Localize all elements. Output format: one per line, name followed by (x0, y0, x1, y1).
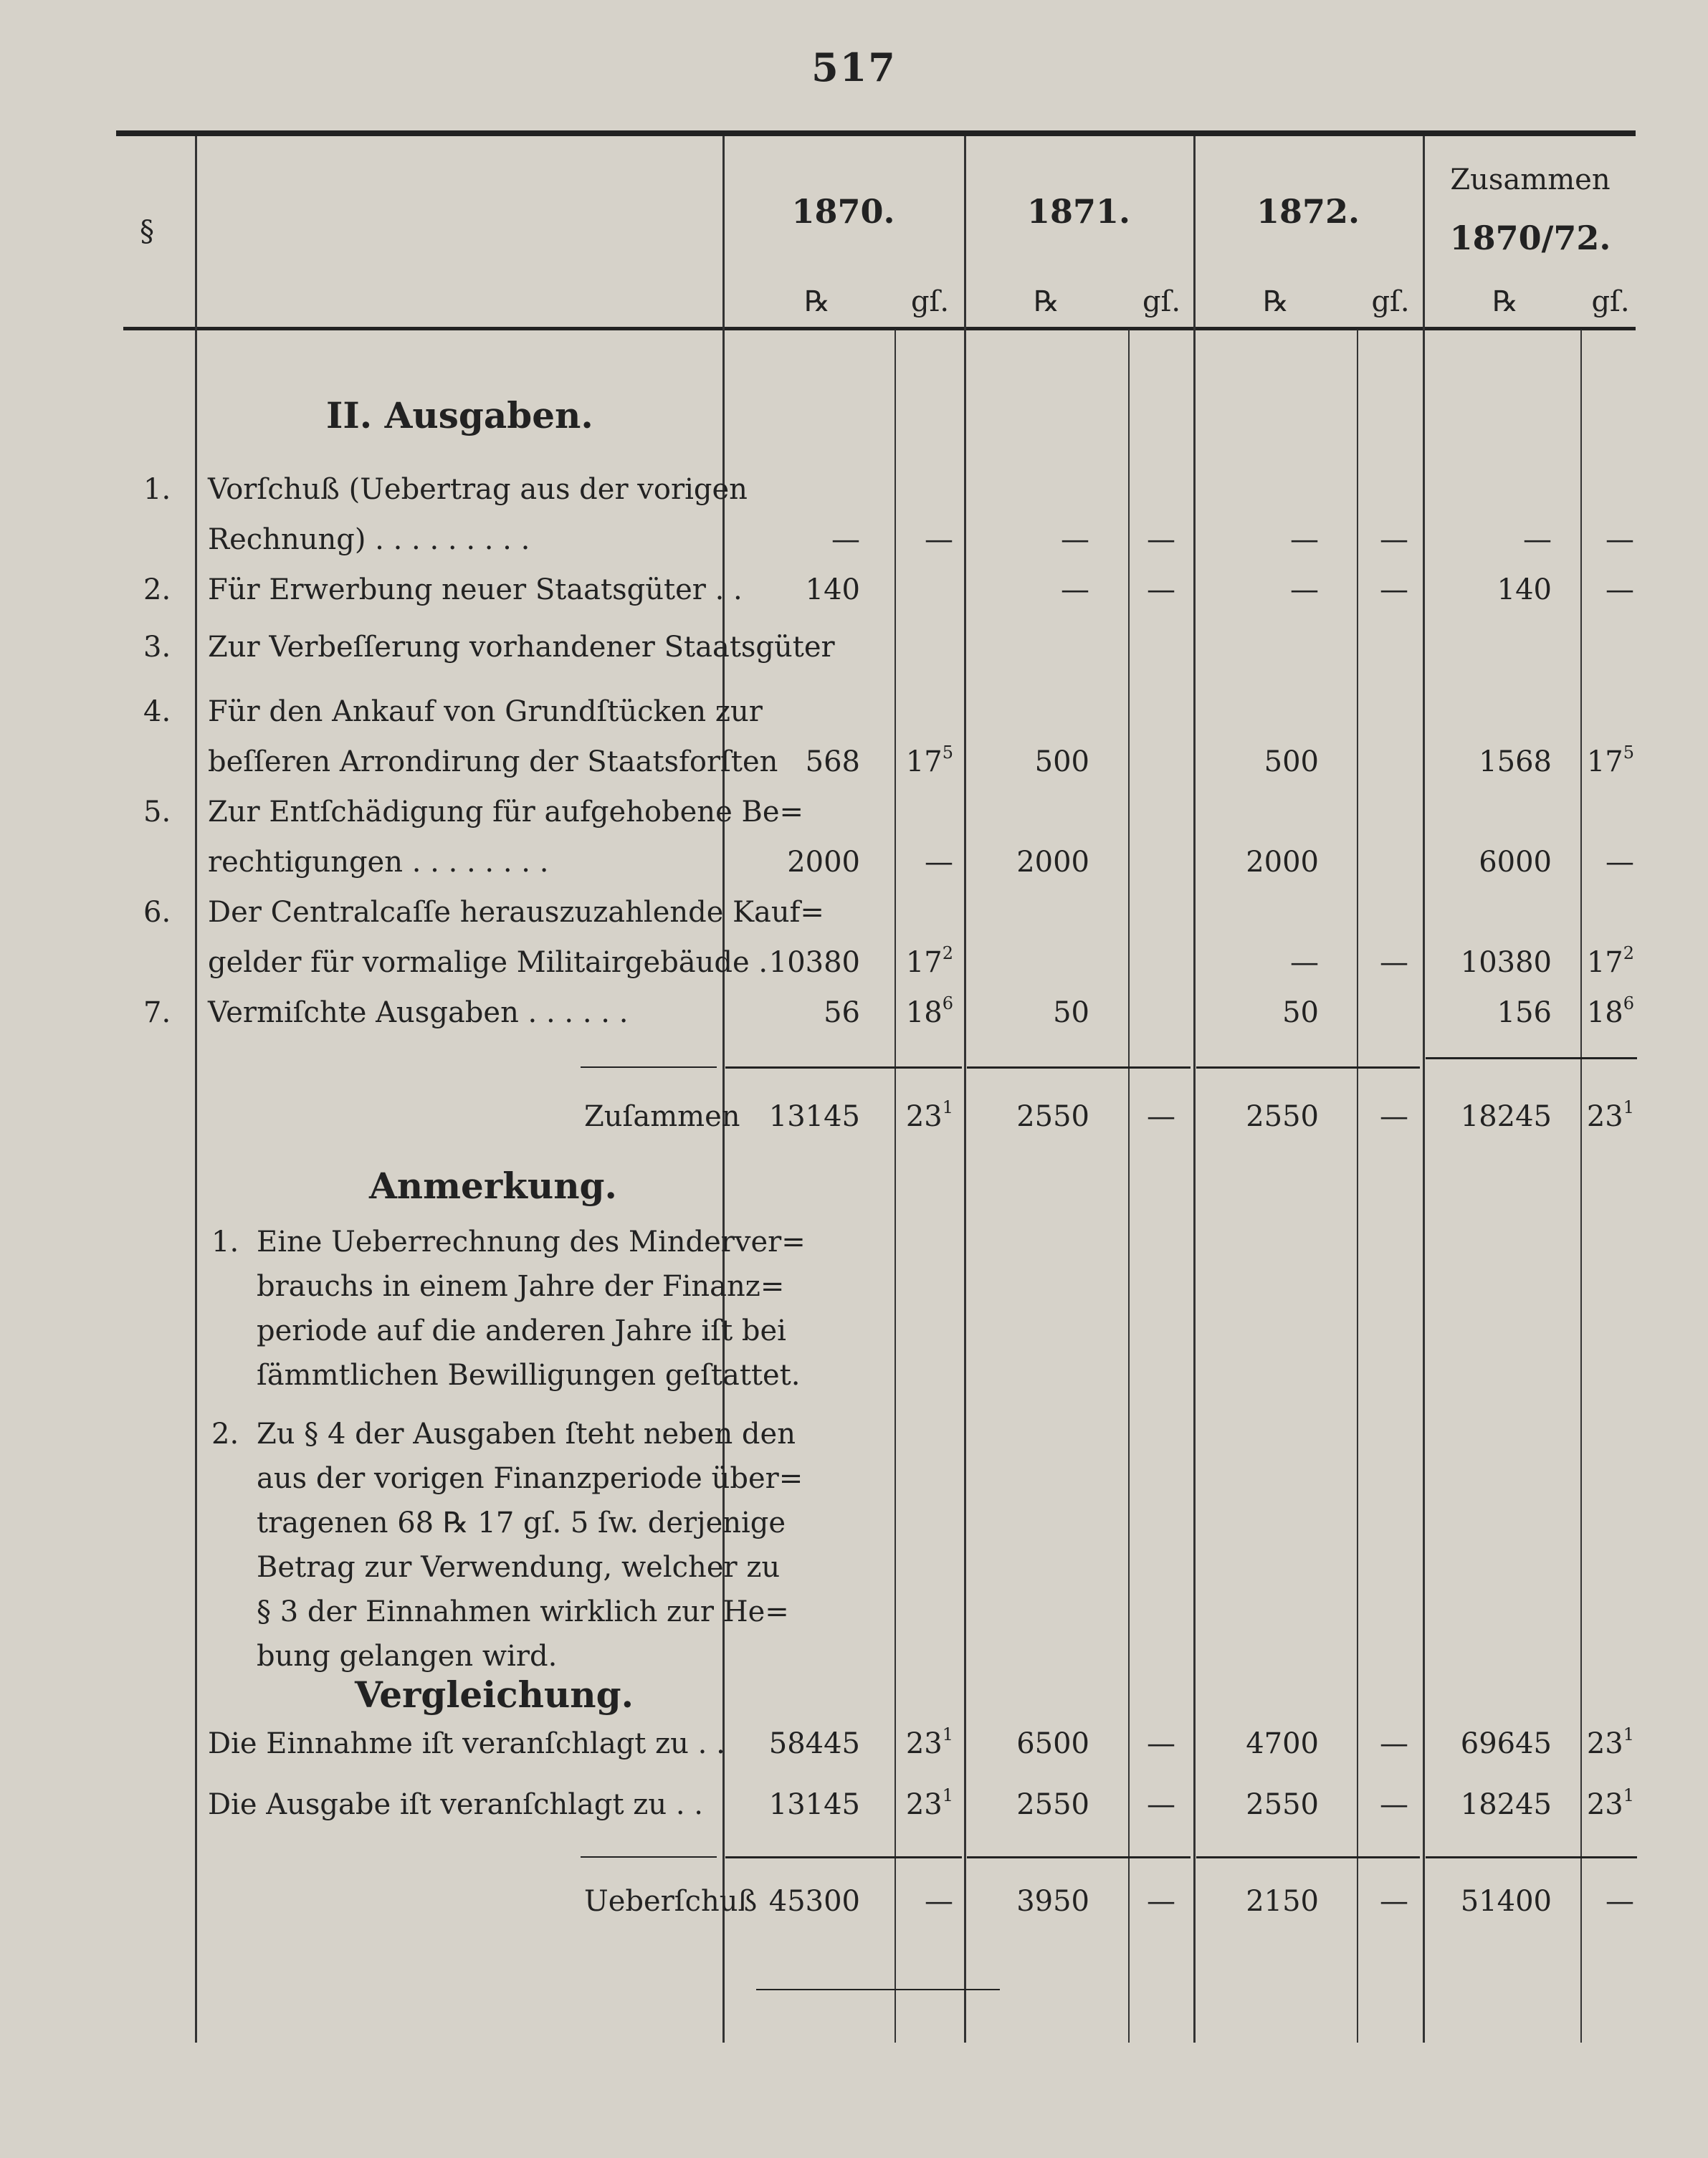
unit-thaler-1870: ℞ (804, 285, 830, 318)
unit-gr-1871: gſ. (1142, 285, 1181, 318)
comparison-2-value-5: — (1380, 1788, 1408, 1821)
comparison-1-value-2: 6500 (1016, 1727, 1089, 1760)
total-label: Zuſammen (584, 1100, 740, 1133)
item-number: 5. (143, 796, 171, 829)
total-value-3: — (1147, 1100, 1175, 1133)
unit-thaler-1871: ℞ (1034, 285, 1059, 318)
comparison-label: Die Einnahme iſt veranſchlagt zu . . (208, 1727, 725, 1760)
surplus-value-2: 3950 (1016, 1885, 1089, 1918)
surplus-value-6: 51400 (1460, 1885, 1552, 1918)
section-symbol: § (140, 215, 154, 248)
note-text-line: bung gelangen wird. (257, 1640, 558, 1673)
item-1-value-4: — (1290, 523, 1319, 556)
item-5-value-1: — (925, 846, 953, 879)
item-6-value-6: 10380 (1460, 946, 1552, 979)
note-text-line: Eine Ueberrechnung des Minderver= (257, 1226, 806, 1259)
item-2-value-5: — (1380, 573, 1408, 606)
total-rule-1871 (967, 1066, 1191, 1069)
item-number: 6. (143, 896, 171, 929)
note-text-line: Betrag zur Verwendung, welcher zu (257, 1551, 781, 1584)
item-6-value-4: — (1290, 946, 1319, 979)
item-1-value-0: — (831, 523, 860, 556)
total-rule-1870 (725, 1066, 962, 1069)
item-1-value-1: — (925, 523, 953, 556)
item-1-value-3: — (1147, 523, 1175, 556)
comparison-1-value-0: 58445 (768, 1727, 860, 1760)
item-4-value-0: 568 (805, 745, 860, 778)
unit-gr-total: gſ. (1591, 285, 1630, 318)
item-6-value-7: $17^2$ (1586, 943, 1634, 979)
note-number: 1. (211, 1226, 239, 1259)
item-number: 7. (143, 996, 171, 1029)
surplus-rule-sum (1426, 1856, 1637, 1858)
note-text-line: aus der vorigen Finanzperiode über= (257, 1462, 803, 1495)
total-rule-sum (1426, 1057, 1637, 1059)
total-value-4: 2550 (1246, 1100, 1319, 1133)
unit-gr-1870: gſ. (910, 285, 950, 318)
item-text-line: Vermiſchte Ausgaben . . . . . . (208, 996, 629, 1029)
item-4-value-1: $17^5$ (905, 743, 953, 778)
surplus-value-5: — (1380, 1885, 1408, 1918)
comparison-1-value-3: — (1147, 1727, 1175, 1760)
total-value-7: $23^1$ (1586, 1097, 1634, 1133)
item-7-value-0: 56 (824, 996, 860, 1029)
item-6-value-0: 10380 (768, 946, 860, 979)
total-value-6: 18245 (1460, 1100, 1552, 1133)
item-2-value-6: 140 (1497, 573, 1552, 606)
total-label-top: Zusammen (1450, 163, 1611, 196)
item-4-value-2: 500 (1034, 745, 1089, 778)
item-2-value-0: 140 (805, 573, 860, 606)
comparison-1-value-6: 69645 (1460, 1727, 1552, 1760)
total-rule-label (581, 1066, 717, 1068)
year-1871: 1871. (1026, 192, 1131, 231)
comparison-2-value-1: $23^1$ (905, 1785, 953, 1821)
surplus-value-0: 45300 (768, 1885, 860, 1918)
comparison-1-value-7: $23^1$ (1586, 1724, 1634, 1760)
item-5-value-4: 2000 (1246, 846, 1319, 879)
note-text-line: ſämmtlichen Bewilligungen geſtattet. (257, 1359, 801, 1392)
col-line-section (195, 136, 197, 2043)
note-number: 2. (211, 1418, 239, 1451)
section-title: II. Ausgaben. (326, 394, 593, 436)
page-number: 517 (811, 44, 897, 90)
surplus-value-4: 2150 (1246, 1885, 1319, 1918)
surplus-rule-1870 (725, 1856, 962, 1858)
comparison-1-value-1: $23^1$ (905, 1724, 953, 1760)
item-text-line: beſſeren Arrondirung der Staatsforſten (208, 745, 778, 778)
surplus-rule-1872 (1196, 1856, 1420, 1858)
header-bottom-rule (123, 327, 1636, 330)
col-line-1870-gr (894, 330, 896, 2043)
item-1-value-7: — (1606, 523, 1634, 556)
item-5-value-2: 2000 (1016, 846, 1089, 879)
surplus-label: Ueberſchuß (584, 1885, 758, 1918)
unit-gr-1872: gſ. (1371, 285, 1410, 318)
note-text-line: § 3 der Einnahmen wirklich zur He= (257, 1595, 789, 1628)
comparison-label: Die Ausgabe iſt veranſchlagt zu . . (208, 1788, 703, 1821)
item-5-value-7: — (1606, 846, 1634, 879)
comparison-2-value-3: — (1147, 1788, 1175, 1821)
note-text-line: Zu § 4 der Ausgaben ſteht neben den (257, 1418, 796, 1451)
item-text-line: Zur Verbeſſerung vorhandener Staatsgüter (208, 631, 835, 664)
item-1-value-5: — (1380, 523, 1408, 556)
item-text-line: Zur Entſchädigung für aufgehobene Be= (208, 796, 804, 829)
surplus-value-7: — (1606, 1885, 1634, 1918)
note-text-line: tragenen 68 ℞ 17 gſ. 5 ſw. derjenige (257, 1507, 786, 1539)
item-5-value-6: 6000 (1479, 846, 1552, 879)
item-6-value-1: $17^2$ (905, 943, 953, 979)
item-text-line: Rechnung) . . . . . . . . . (208, 523, 530, 556)
total-label-bottom: 1870/72. (1449, 219, 1611, 257)
surplus-value-3: — (1147, 1885, 1175, 1918)
item-2-value-4: — (1290, 573, 1319, 606)
year-1870: 1870. (791, 192, 895, 231)
unit-thaler-1872: ℞ (1263, 285, 1289, 318)
item-4-value-4: 500 (1264, 745, 1319, 778)
note-text-line: brauchs in einem Jahre der Finanz= (257, 1270, 785, 1303)
total-value-5: — (1380, 1100, 1408, 1133)
item-1-value-2: — (1061, 523, 1089, 556)
surplus-value-1: — (925, 1885, 953, 1918)
item-7-value-7: $18^6$ (1586, 993, 1634, 1029)
item-5-value-0: 2000 (787, 846, 860, 879)
item-number: 4. (143, 695, 171, 728)
surplus-rule-1871 (967, 1856, 1191, 1858)
item-text-line: gelder für vormalige Militairgebäude . (208, 946, 768, 979)
item-number: 3. (143, 631, 171, 664)
item-text-line: rechtigungen . . . . . . . . (208, 846, 549, 879)
item-number: 2. (143, 573, 171, 606)
item-7-value-1: $18^6$ (905, 993, 953, 1029)
item-7-value-2: 50 (1053, 996, 1089, 1029)
comparison-title: Vergleichung. (355, 1674, 634, 1716)
comparison-2-value-6: 18245 (1460, 1788, 1552, 1821)
item-7-value-4: 50 (1282, 996, 1319, 1029)
total-value-1: $23^1$ (905, 1097, 953, 1133)
item-4-value-7: $17^5$ (1586, 743, 1634, 778)
item-text-line: Der Centralcaſſe herauszuzahlende Kauf= (208, 896, 824, 929)
item-7-value-6: 156 (1497, 996, 1552, 1029)
item-2-value-7: — (1606, 573, 1634, 606)
comparison-2-value-4: 2550 (1246, 1788, 1319, 1821)
comparison-2-value-7: $23^1$ (1586, 1785, 1634, 1821)
year-1872: 1872. (1256, 192, 1360, 231)
item-number: 1. (143, 473, 171, 506)
header-top-rule (116, 130, 1636, 136)
item-text-line: Für den Ankauf von Grundſtücken zur (208, 695, 763, 728)
unit-thaler-total: ℞ (1492, 285, 1518, 318)
comparison-1-value-5: — (1380, 1727, 1408, 1760)
total-rule-1872 (1196, 1066, 1420, 1069)
item-2-value-2: — (1061, 573, 1089, 606)
total-value-2: 2550 (1016, 1100, 1089, 1133)
item-text-line: Für Erwerbung neuer Staatsgüter . . (208, 573, 743, 606)
item-4-value-6: 1568 (1479, 745, 1552, 778)
comparison-2-value-0: 13145 (768, 1788, 860, 1821)
surplus-rule-label (581, 1856, 717, 1858)
note-text-line: periode auf die anderen Jahre iſt bei (257, 1314, 786, 1347)
comparison-1-value-4: 4700 (1246, 1727, 1319, 1760)
item-6-value-5: — (1380, 946, 1408, 979)
item-2-value-3: — (1147, 573, 1175, 606)
item-text-line: Vorſchuß (Uebertrag aus der vorigen (208, 473, 748, 506)
note-title: Anmerkung. (369, 1165, 617, 1207)
total-value-0: 13145 (768, 1100, 860, 1133)
footer-rule (756, 1989, 1000, 1990)
item-1-value-6: — (1523, 523, 1552, 556)
comparison-2-value-2: 2550 (1016, 1788, 1089, 1821)
